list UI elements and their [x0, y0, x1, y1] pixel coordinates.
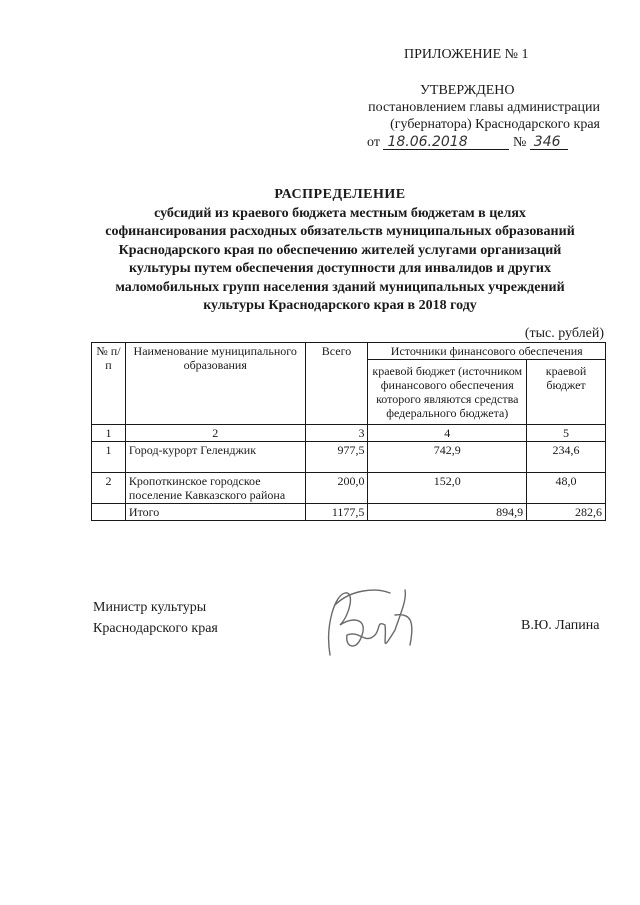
- col-number: 1: [92, 425, 126, 442]
- title-line: культуры путем обеспечения доступности для инвалидов и других: [128, 261, 551, 276]
- table-row: [92, 442, 606, 473]
- title-line: субсидий из краевого бюджета местным бюджетам в целях: [154, 205, 526, 221]
- document-title: [60, 186, 620, 316]
- total-row: [92, 504, 606, 521]
- total-total: 1177,5: [305, 504, 368, 521]
- total-regional: 282,6: [527, 504, 606, 521]
- total-federal: 894,9: [368, 504, 527, 521]
- total-label: Итого: [125, 504, 305, 521]
- row-federal: 742,9: [368, 442, 527, 473]
- row-federal: 152,0: [368, 473, 527, 504]
- col-number: 3: [305, 425, 368, 442]
- col-number: 2: [125, 425, 305, 442]
- handwritten-signature: [315, 585, 425, 665]
- date-prefix: от: [367, 135, 380, 150]
- header-num: № п/п: [92, 343, 126, 425]
- units-label: (тыс. рублей): [524, 326, 604, 341]
- distribution-table: [91, 342, 606, 521]
- signatory-position: [93, 597, 218, 639]
- order-date-number: [367, 135, 568, 151]
- column-numbers-row: [92, 425, 606, 442]
- header-name: Наименование муниципального образования: [125, 343, 305, 425]
- signatory-name: В.Ю. Лапина: [521, 618, 600, 633]
- row-name: Город-курорт Геленджик: [125, 442, 305, 473]
- title-heading: РАСПРЕДЕЛЕНИЕ: [274, 187, 406, 202]
- row-num: 2: [92, 473, 126, 504]
- header-regional: краевой бюджет: [527, 360, 606, 425]
- title-line: софинансирования расходных обязательств муниципальных образований: [105, 224, 575, 239]
- appendix-label: ПРИЛОЖЕНИЕ № 1: [404, 47, 529, 62]
- header-regional-federal: краевой бюджет (источником финансового обеспечения которого являются средства федерального бюджета): [368, 360, 527, 425]
- total-num: [92, 504, 126, 521]
- col-number: 4: [368, 425, 527, 442]
- row-num: 1: [92, 442, 126, 473]
- col-number: 5: [527, 425, 606, 442]
- position-line-1: Министр культуры: [93, 600, 207, 615]
- approved-label: УТВЕРЖДЕНО: [420, 83, 515, 98]
- number-prefix: №: [512, 135, 527, 150]
- approved-by-line-2: (губернатора) Краснодарского края: [390, 117, 600, 132]
- header-sources: Источники финансового обеспечения: [368, 343, 606, 360]
- title-line: маломобильных групп населения зданий муниципальных учреждений: [115, 279, 565, 295]
- header-total: Всего: [305, 343, 368, 425]
- row-regional: 48,0: [527, 473, 606, 504]
- row-regional: 234,6: [527, 442, 606, 473]
- row-total: 977,5: [305, 442, 368, 473]
- order-date: 18.06.2018: [383, 135, 509, 150]
- position-line-2: Краснодарского края: [93, 621, 218, 636]
- table-header-row: [92, 343, 606, 360]
- row-name: Кропоткинское городское поселение Кавказского района: [125, 473, 305, 504]
- row-total: 200,0: [305, 473, 368, 504]
- table-row: [92, 473, 606, 504]
- title-line: культуры Краснодарского края в 2018 году: [203, 298, 477, 313]
- order-number: 346: [530, 135, 568, 150]
- approved-by-line-1: постановлением главы администрации: [368, 100, 600, 115]
- title-line: Краснодарского края по обеспечению жителей услугами организаций: [118, 242, 562, 258]
